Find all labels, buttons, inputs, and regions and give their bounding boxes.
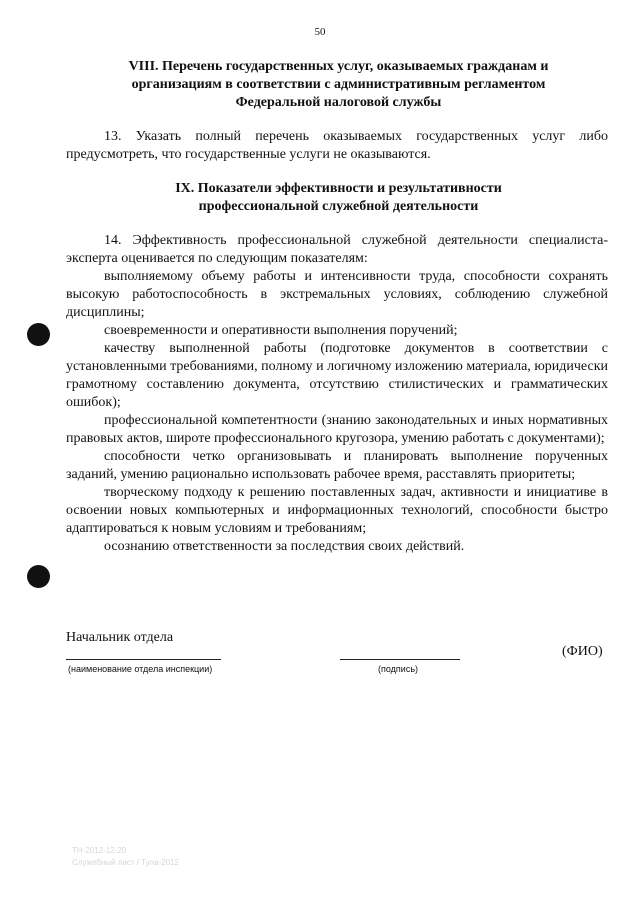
criterion-item: своевременности и оперативности выполнения поручений; xyxy=(104,323,458,338)
section-viii-body xyxy=(66,128,608,164)
section-ix-title-line: профессиональной служебной деятельности xyxy=(198,199,479,214)
criterion-item: профессиональной компетентности (знанию законодательных и иных нормативных правовых актов, широте профессионального кругозора, умению работать с документами); xyxy=(66,413,608,446)
faint-stamp-line: Служебный лист / Тула-2012 xyxy=(72,858,179,867)
dept-caption: (наименование отдела инспекции) xyxy=(68,664,213,674)
page-number: 50 xyxy=(314,26,326,38)
section-viii-title-line: VIII. Перечень государственных услуг, оказываемых гражданам и xyxy=(128,59,549,74)
fio-label: (ФИО) xyxy=(562,644,603,659)
paragraph-13: 13. Указать полный перечень оказываемых государственных услуг либо предусмотреть, что государственные услуги не оказываются. xyxy=(66,129,608,162)
section-ix-body xyxy=(66,232,608,556)
paragraph-14-intro: 14. Эффективность профессиональной служебной деятельности специалиста-эксперта оценивается по следующим показателям: xyxy=(66,233,608,266)
signature-line xyxy=(340,659,460,660)
section-ix-title-line: IX. Показатели эффективности и результативности xyxy=(175,181,502,196)
punch-hole xyxy=(27,323,50,346)
criterion-item: выполняемому объему работы и интенсивности труда, способности сохранять высокую работоспособность в экстремальных условиях, соблюдению служебной дисциплины; xyxy=(66,269,608,320)
faint-stamp-line: ТН-2012-12-20 xyxy=(72,846,127,855)
criterion-item: творческому подходу к решению поставленных задач, активности и инициативе в освоении новых компьютерных и информационных технологий, способности быстро адаптироваться к новым условиям и требованиям; xyxy=(66,485,608,536)
faint-stamp xyxy=(72,845,179,869)
section-viii-title-line: организациям в соответствии с административным регламентом xyxy=(131,77,546,92)
criterion-item: качеству выполненной работы (подготовке документов в соответствии с установленными требованиями, полному и логичному изложению материала, юридически грамотному составлению документа, отсутствию стилистических и грамматических ошибок); xyxy=(66,341,608,410)
punch-hole xyxy=(27,565,50,588)
sign-caption: (подпись) xyxy=(378,664,419,674)
section-viii-title xyxy=(66,58,611,112)
dept-signature-line xyxy=(66,659,221,660)
criterion-item: осознанию ответственности за последствия своих действий. xyxy=(104,539,465,554)
criterion-item: способности четко организовывать и планировать выполнение порученных заданий, умению рационально использовать рабочее время, расставлять приоритеты; xyxy=(66,449,608,482)
section-ix-title xyxy=(66,180,611,216)
section-viii-title-line: Федеральной налоговой службы xyxy=(235,95,442,110)
signature-position: Начальник отдела xyxy=(66,630,174,645)
